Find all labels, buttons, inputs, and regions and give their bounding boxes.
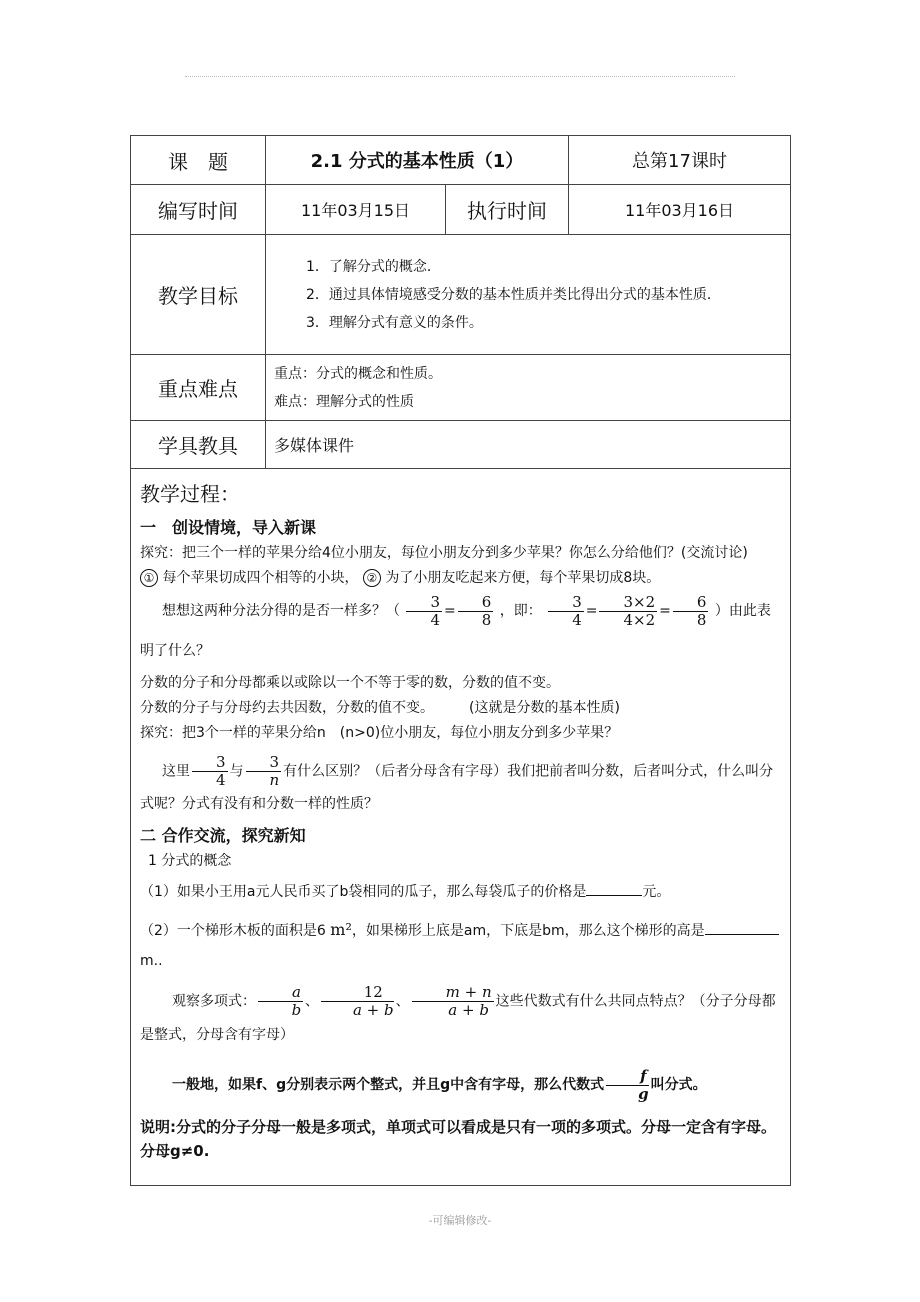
- fraction: [406, 594, 442, 629]
- text: ，即：: [499, 603, 542, 619]
- definition: [140, 1065, 782, 1105]
- paragraph: 探究：把3个一样的苹果分给n (n>0)位小朋友，每位小朋友分到多少苹果？: [140, 725, 619, 741]
- section1-title: 一 创设情境，导入新课: [140, 518, 317, 537]
- denominator: a + b: [352, 1001, 394, 1019]
- lesson-plan-table: [130, 135, 791, 1186]
- method-text: 每个苹果切成四个相等的小块，: [162, 570, 359, 586]
- circled-number: ②: [363, 569, 381, 587]
- answer-blank: [705, 934, 779, 935]
- text: 元。: [642, 884, 671, 900]
- paragraph-methods: [140, 566, 782, 591]
- denominator: 4: [572, 610, 582, 629]
- row-tools: [131, 421, 791, 469]
- denominator: g: [638, 1084, 649, 1103]
- subsection-title: 1 分式的概念: [148, 853, 232, 869]
- keys-label: 重点难点: [131, 355, 266, 421]
- text: 想想这两种分法分得的是否一样多？（: [162, 603, 400, 619]
- circled-number: ①: [140, 569, 158, 587]
- numerator: f: [606, 1068, 649, 1086]
- numerator: 3: [246, 754, 282, 772]
- goal-item: 1．了解分式的概念．: [306, 258, 441, 275]
- text: 观察多项式：: [172, 993, 256, 1010]
- key-difficulty: 难点：理解分式的性质: [274, 393, 414, 410]
- fraction: [599, 594, 657, 629]
- separator: 、: [304, 993, 319, 1010]
- text: m..: [140, 953, 163, 969]
- goal-item: 2．通过具体情境感受分数的基本性质并类比得出分式的基本性质．: [306, 286, 721, 303]
- paragraph: 探究：把三个一样的苹果分给4位小朋友，每位小朋友分到多少苹果？你怎么分给他们？(交流讨论): [140, 545, 748, 561]
- written-value: 11年03月15日: [266, 185, 446, 235]
- row-subject: [131, 136, 791, 185]
- denominator: n: [269, 771, 280, 789]
- paragraph-contrast: [140, 754, 782, 819]
- numerator: 3: [406, 594, 442, 612]
- denominator: 8: [481, 610, 492, 629]
- unit: m²: [330, 920, 352, 939]
- text: 这里: [162, 763, 190, 780]
- numerator: a: [258, 984, 303, 1002]
- paragraph-compare: [140, 591, 782, 671]
- section2-title: 二 合作交流，探究新知: [140, 826, 306, 845]
- text: 有什么区别？（后者分母含有字母）我们把前者叫分数，后者叫分式，什么叫分式呢？分式有没有和分数一样的性质？: [140, 763, 774, 812]
- numerator: m + n: [412, 984, 494, 1002]
- row-keys: [131, 355, 791, 421]
- equals: =: [444, 603, 456, 619]
- paragraph-observe: [140, 984, 782, 1051]
- goals-label: 教学目标: [131, 235, 266, 355]
- footer-note: -可编辑修改-: [428, 1214, 492, 1227]
- numerator: 3: [192, 754, 228, 772]
- text: 与: [229, 763, 244, 780]
- question-2: [140, 915, 782, 976]
- fraction: [412, 984, 494, 1019]
- numerator: 3×2: [599, 594, 657, 612]
- fraction: [458, 594, 494, 629]
- equals: =: [585, 603, 598, 619]
- text: 这些代数式有什么共同点特点？（分子分母都是整式，分母含有字母）: [140, 993, 776, 1043]
- key-focus: 重点：分式的概念和性质。: [274, 365, 442, 382]
- tools-value: 多媒体课件: [266, 421, 791, 469]
- fraction: [246, 754, 282, 789]
- exec-value: 11年03月16日: [569, 185, 791, 235]
- text: （2）一个梯形木板的面积是6: [140, 923, 326, 939]
- text: （1）如果小王用a元人民币买了b袋相同的瓜子，那么每袋瓜子的价格是: [140, 884, 587, 900]
- keys-content: [266, 355, 791, 421]
- numerator: 12: [321, 984, 394, 1002]
- tools-label: 学具教具: [131, 421, 266, 469]
- fraction: [548, 594, 584, 629]
- process-content: [131, 469, 791, 1186]
- row-process: [131, 469, 791, 1186]
- process-title: 教学过程：: [140, 482, 240, 506]
- denominator: 4: [216, 771, 226, 789]
- row-goals: [131, 235, 791, 355]
- goals-content: [266, 235, 791, 355]
- answer-blank: [586, 895, 642, 896]
- denominator: 8: [696, 610, 707, 629]
- paragraph: 分数的分子与分母约去共因数，分数的值不变。 (这就是分数的基本性质): [140, 700, 620, 716]
- row-dates: [131, 185, 791, 235]
- denominator: 4: [430, 610, 440, 629]
- denominator: a + b: [448, 1001, 489, 1019]
- denominator: 4×2: [623, 610, 656, 629]
- note: 说明:分式的分子分母一般是多项式，单项式可以看成是只有一项的多项式。分母一定含有字母。分母g≠0.: [140, 1118, 777, 1160]
- exec-label: 执行时间: [446, 185, 569, 235]
- text: 叫分式。: [650, 1077, 707, 1093]
- fraction: [321, 984, 394, 1019]
- subject-label: 课 题: [131, 136, 266, 185]
- numerator: 6: [673, 594, 709, 612]
- period-count: 总第17课时: [569, 136, 791, 185]
- fraction: [192, 754, 228, 789]
- subject-value: 2.1 分式的基本性质（1）: [266, 136, 569, 185]
- text: 一般地，如果f、g分别表示两个整式，并且g中含有字母，那么代数式: [172, 1077, 605, 1093]
- fraction: [258, 984, 303, 1019]
- denominator: b: [291, 1001, 302, 1019]
- equals: =: [659, 603, 671, 619]
- numerator: 6: [458, 594, 494, 612]
- method-text: 为了小朋友吃起来方便，每个苹果切成8块。: [385, 570, 661, 586]
- fraction: [606, 1068, 649, 1103]
- paragraph: 分数的分子和分母都乘以或除以一个不等于零的数，分数的值不变。: [140, 675, 560, 691]
- goal-item: 3．理解分式有意义的条件。: [306, 314, 483, 331]
- separator: 、: [395, 993, 410, 1010]
- header-rule: [185, 76, 735, 77]
- numerator: 3: [548, 594, 584, 612]
- written-label: 编写时间: [131, 185, 266, 235]
- question-1: [140, 880, 782, 905]
- fraction: [673, 594, 709, 629]
- text: ，如果梯形上底是am，下底是bm，那么这个梯形的高是: [351, 923, 705, 939]
- text: ）由此表明了什么？: [140, 603, 771, 659]
